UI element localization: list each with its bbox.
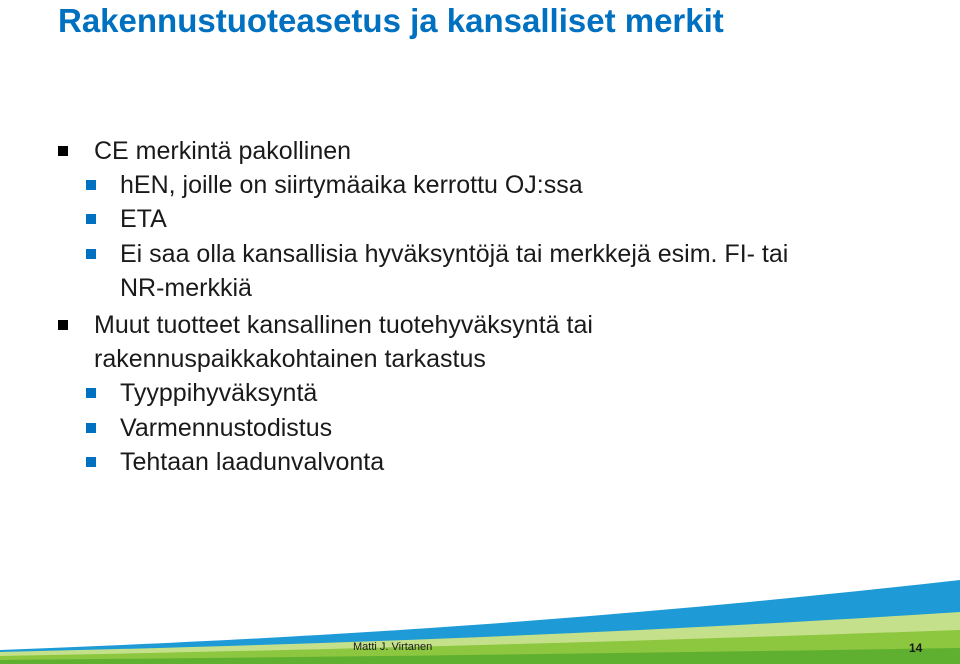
bullet-square-icon <box>58 146 68 156</box>
bullet-text: Muut tuotteet kansallinen tuotehyväksyntä tai <box>94 311 593 339</box>
bullet-square-icon <box>86 457 96 467</box>
sub-bullet-item <box>120 445 384 479</box>
bullet-item <box>94 308 593 342</box>
bullet-text: Ei saa olla kansallisia hyväksyntöjä tai merkkejä esim. FI- tai <box>120 240 789 268</box>
page-number: 14 <box>909 641 923 655</box>
sub-bullet-item <box>120 376 317 410</box>
bullet-square-icon <box>86 423 96 433</box>
bullet-text: NR-merkkiä <box>120 274 252 302</box>
sub-bullet-item <box>120 168 583 202</box>
slide-title: Rakennustuoteasetus ja kansalliset merkit <box>58 2 724 39</box>
bullet-text: rakennuspaikkakohtainen tarkastus <box>94 345 486 373</box>
bullet-item <box>94 134 351 168</box>
bullet-continuation <box>94 342 486 376</box>
sub-bullet-continuation <box>120 271 252 305</box>
bullet-text: CE merkintä pakollinen <box>94 137 352 165</box>
bullet-square-icon <box>86 180 96 190</box>
footer-author: Matti J. Virtanen <box>353 641 433 653</box>
sub-bullet-item <box>120 202 167 236</box>
bullet-square-icon <box>86 388 96 398</box>
bullet-text: ETA <box>120 205 167 233</box>
bullet-text: Tehtaan laadunvalvonta <box>120 448 385 476</box>
bullet-text: Tyyppihyväksyntä <box>120 379 318 407</box>
sub-bullet-item <box>120 411 332 445</box>
bullet-square-icon <box>86 249 96 259</box>
bullet-square-icon <box>86 214 96 224</box>
bullet-text: hEN, joille on siirtymäaika kerrottu OJ:ssa <box>120 171 583 199</box>
sub-bullet-item <box>120 237 788 271</box>
bullet-text: Varmennustodistus <box>120 414 333 442</box>
bullet-square-icon <box>58 320 68 330</box>
